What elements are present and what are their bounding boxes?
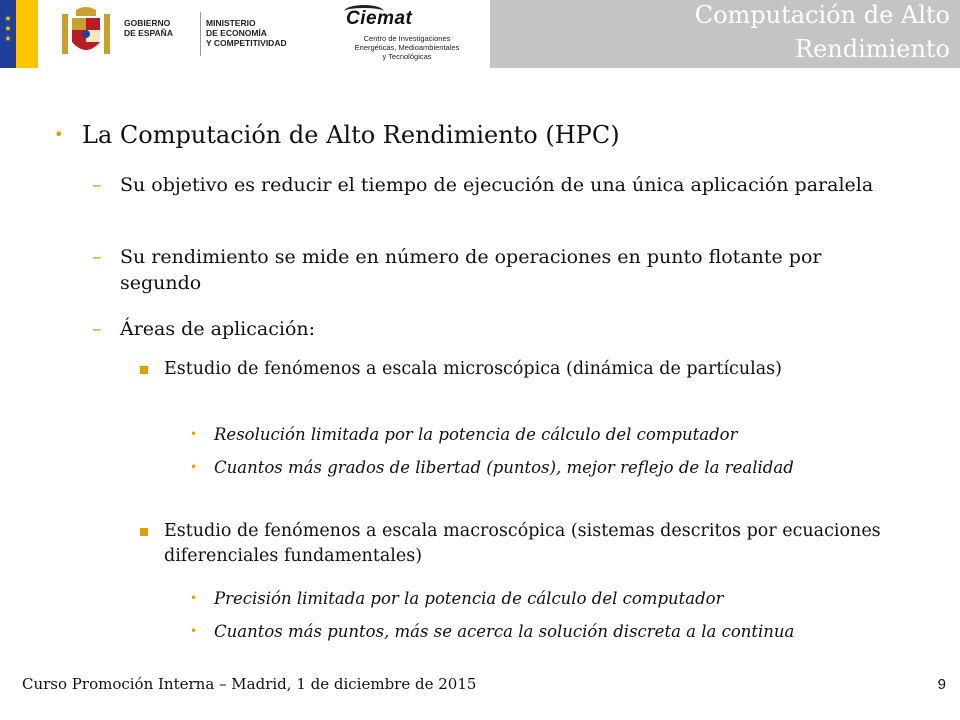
dot-bullet-icon: • [190, 460, 198, 474]
slide-title-line-2: Rendimiento [795, 35, 950, 63]
ciemat-swoosh-icon [344, 5, 384, 18]
government-label: GOBIERNO DE ESPAÑA [124, 18, 173, 38]
sub-point-text: Su objetivo es reducir el tiempo de ejecución de una única aplicación paralela [120, 174, 874, 196]
square-bullet-icon [140, 528, 148, 536]
header-band [0, 0, 960, 68]
sub-point-text: Áreas de aplicación: [120, 318, 316, 340]
ministry-label: MINISTERIO DE ECONOMÍA Y COMPETITIVIDAD [206, 18, 287, 48]
slide-title-line-1: Computación de Alto [694, 1, 950, 29]
slide-title-band [490, 0, 960, 68]
dash-icon: – [92, 174, 102, 196]
eu-stars: ★ ★ ★ [4, 14, 12, 43]
area-text: Estudio de fenómenos a escala microscópica (dinámica de partículas) [164, 359, 782, 379]
area-note-text: Cuantos más puntos, más se acerca la solución discreta a la continua [214, 622, 795, 641]
page-number: 9 [937, 676, 946, 693]
dash-icon: – [92, 318, 102, 340]
eu-flag-icon [0, 0, 16, 68]
area-note-text: Precisión limitada por la potencia de cálculo del computador [214, 589, 724, 608]
sub-point-text: Su rendimiento se mide en número de operaciones en punto flotante por segundo [120, 246, 822, 294]
coat-of-arms-icon [58, 6, 114, 60]
dot-bullet-icon: • [190, 624, 198, 638]
square-bullet-icon [140, 366, 148, 374]
ciemat-logo: Ciemat [346, 8, 412, 30]
area-note-text: Cuantos más grados de libertad (puntos), mejor reflejo de la realidad [214, 458, 794, 477]
area-note-text: Resolución limitada por la potencia de cálculo del computador [214, 425, 738, 444]
footer-text: Curso Promoción Interna – Madrid, 1 de diciembre de 2015 [22, 675, 477, 693]
area-text: Estudio de fenómenos a escala macroscópica (sistemas descritos por ecuaciones diferenciales fundamentales) [164, 521, 881, 566]
dot-bullet-icon: • [190, 427, 198, 441]
main-heading: La Computación de Alto Rendimiento (HPC) [82, 121, 620, 149]
dot-bullet-icon: • [190, 591, 198, 605]
ciemat-subtitle: Centro de Investigaciones Energéticas, Medioambientales y Tecnológicas [354, 34, 460, 61]
ciemat-logo-block [318, 0, 490, 68]
header-divider [200, 12, 201, 56]
dash-icon: – [92, 246, 102, 268]
bullet-icon: • [54, 125, 64, 144]
